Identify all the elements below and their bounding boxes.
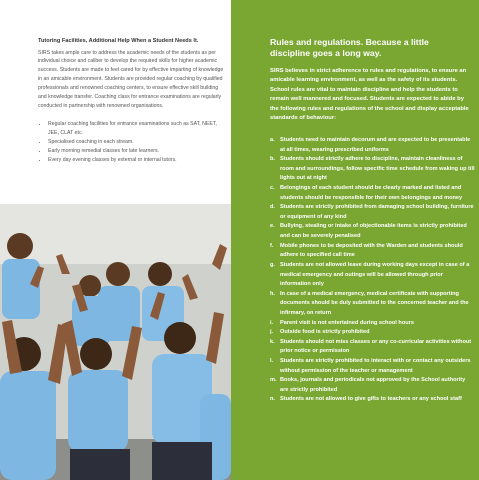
rule-marker: l. xyxy=(270,358,274,365)
rule-item xyxy=(270,242,475,261)
rule-marker: f. xyxy=(270,242,274,249)
bullet-item: • Regular coaching facilities for entrance examinations such as SAT, NEET, JEE, CLAT etc. xyxy=(48,120,226,138)
right-column xyxy=(231,0,479,480)
rule-text: Mobile phones to be deposited with the Warden and students should adhere to specified call time xyxy=(280,242,463,259)
rule-item xyxy=(270,222,475,241)
rule-text: Students are not allowed to give gifts to teachers or any school staff xyxy=(280,396,462,403)
rule-text: Bullying, stealing or intake of objectionable items is strictly prohibited and can be severely penalised xyxy=(280,223,467,240)
rule-marker: e. xyxy=(270,223,275,230)
bullet-item: • Specialised coaching in each stream. xyxy=(48,138,226,147)
rules-list xyxy=(270,136,475,405)
rule-item xyxy=(270,136,475,155)
rule-text: Outside food is strictly prohibited xyxy=(280,329,370,336)
rule-item xyxy=(270,395,475,405)
rule-text: Students should strictly adhere to discipline, maintain cleanliness of room and surroundings, follow specific time schedule from waking up till lights out at night xyxy=(280,156,475,182)
left-column xyxy=(0,0,231,480)
rule-item xyxy=(270,338,475,357)
rule-item xyxy=(270,357,475,376)
rule-item xyxy=(270,155,475,184)
rule-marker: n. xyxy=(270,396,275,403)
rule-text: Students are strictly prohibited from damaging school building, furniture or equipment of any kind xyxy=(280,204,474,220)
rule-text: Belongings of each student should be clearly marked and listed and students should be responsible for their own belongings and money xyxy=(280,185,463,201)
rule-marker: g. xyxy=(270,261,275,268)
rule-marker: k. xyxy=(270,338,275,345)
rule-item xyxy=(270,290,475,319)
rule-item xyxy=(270,319,475,329)
tutoring-heading: Tutoring Facilities, Additional Help When a Student Needs It. xyxy=(38,38,199,44)
rule-marker: b. xyxy=(270,156,275,163)
rule-item xyxy=(270,261,475,290)
rule-marker: d. xyxy=(270,204,275,211)
rule-marker: j. xyxy=(270,329,274,336)
rule-text: Books, journals and periodicals not approved by the School authority are strictly prohibited xyxy=(280,377,466,393)
rule-marker: a. xyxy=(270,137,275,143)
tutoring-paragraph: SIRS takes ample care to address the academic needs of the students as per individual choice and caliber to develop the required skills for higher academic success. Students are made to feel cared for by effective imparting of knowledge in an amicable environment. Students are provided regular coaching by qualified professionals and renowned coaching centers, to ensure effective skill building and knowledge transfer. Coaching class for entrance examinations are regularly conducted in partnership with renowned organisations. xyxy=(38,49,224,110)
rule-marker: c. xyxy=(270,185,275,192)
rule-marker: h. xyxy=(270,290,275,297)
rules-title: Rules and regulations. Because a little discipline goes a long way. xyxy=(270,37,429,58)
rule-text: Students are not allowed leave during working days except in case of a medical emergency and outings will be allowed through prior information only xyxy=(280,261,470,288)
rule-item xyxy=(270,328,475,338)
rule-item xyxy=(270,184,475,203)
rule-item xyxy=(270,203,475,222)
rule-text: Parent visit is not entertained during school hours xyxy=(280,319,414,326)
tutoring-section xyxy=(38,38,226,165)
bullet-item: • Every day evening classes by external or internal tutors. xyxy=(48,156,226,165)
rule-text: Students need to maintain decorum and are expected to be presentable at all times, wearing prescribed uniforms xyxy=(280,137,471,153)
rule-marker: i. xyxy=(270,319,274,326)
rule-text: Students should not miss classes or any co-curricular activities without prior notice or permission xyxy=(280,338,472,355)
rule-item xyxy=(270,376,475,395)
tutoring-bullet-list xyxy=(38,120,226,165)
rules-intro: SIRS believes in strict adherence to rules and regulations, to ensure an amicable learning environment, as well as the safety of its students. School rules are vital to maintain discipline and help the students to remain well mannered and focused. Students are expected to abide by the following rules and regulations of the school and display acceptable standards of behaviour: xyxy=(270,68,469,121)
rule-marker: m. xyxy=(270,377,277,384)
bullet-item: • Early morning remedial classes for late learners. xyxy=(48,147,226,156)
rule-text: In case of a medical emergency, medical certificate with supporting documents should be duly submitted to the concerned teacher and the infirmary, on return xyxy=(280,290,469,316)
students-cheering-photo xyxy=(0,204,231,480)
rule-text: Students are strictly prohibited to interact with or contact any outsiders without permission of the teacher or management xyxy=(280,358,471,374)
